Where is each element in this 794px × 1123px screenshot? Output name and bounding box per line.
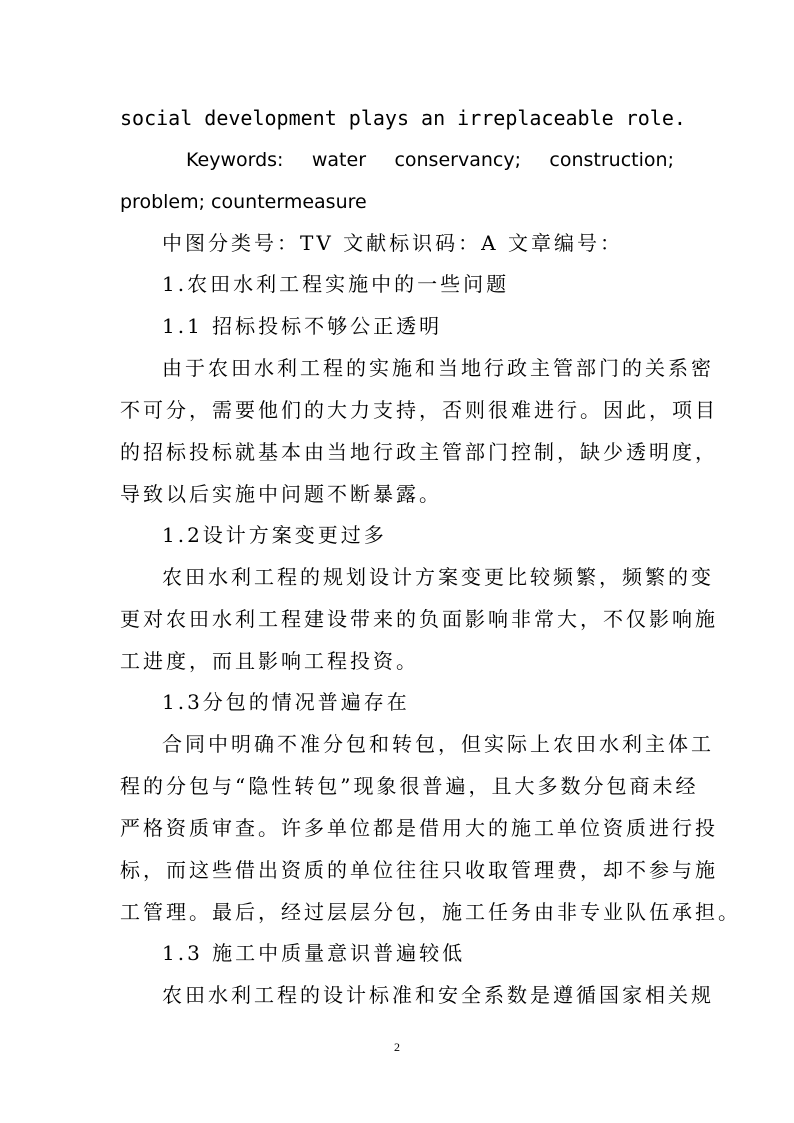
paragraph-line: 导致以后实施中问题不断暴露。 [120, 482, 442, 506]
paragraph-line: 农田水利工程的设计标准和安全系数是遵循国家相关规 [162, 983, 714, 1007]
paragraph-line: 由于农田水利工程的实施和当地行政主管部门的关系密 [162, 356, 714, 380]
paragraph-line: 不可分，需要他们的大力支持，否则很难进行。因此，项目 [120, 398, 718, 422]
section-heading: 1.农田水利工程实施中的一些问题 [162, 272, 510, 296]
classification-line: 中图分类号：TV 文献标识码：A 文章编号： [162, 231, 623, 255]
paragraph-line: 更对农田水利工程建设带来的负面影响非常大，不仅影响施 [120, 607, 718, 631]
paragraph-line: 农田水利工程的规划设计方案变更比较频繁，频繁的变 [162, 565, 714, 589]
keywords-continuation: problem; countermeasure [120, 191, 367, 213]
paragraph-line: 工进度，而且影响工程投资。 [120, 649, 419, 673]
paragraph-line: 标，而这些借出资质的单位往往只收取管理费，却不参与施 [120, 858, 718, 882]
keyword-item: construction; [549, 149, 674, 171]
keywords-line [186, 146, 674, 174]
keyword-item: water [311, 149, 367, 171]
subsection-heading: 1.3分包的情况普遍存在 [162, 690, 410, 714]
paragraph-line: 严格资质审查。许多单位都是借用大的施工单位资质进行投 [120, 816, 718, 840]
paragraph-line: 程的分包与“隐性转包”现象很普遍，且大多数分包商未经 [120, 774, 699, 798]
keywords-label: Keywords: [186, 149, 284, 171]
keyword-item: conservancy; [394, 149, 521, 171]
subsection-heading: 1.1 招标投标不够公正透明 [162, 314, 443, 338]
paragraph-line: 工管理。最后，经过层层分包，施工任务由非专业队伍承担。 [120, 900, 741, 924]
page-number: 2 [394, 1040, 400, 1054]
subsection-heading: 1.2设计方案变更过多 [162, 523, 387, 547]
subsection-heading: 1.3 施工中质量意识普遍较低 [162, 941, 466, 965]
paragraph-line: 合同中明确不准分包和转包，但实际上农田水利主体工 [162, 732, 714, 756]
paragraph-line: 的招标投标就基本由当地行政主管部门控制，缺少透明度， [120, 440, 718, 464]
abstract-last-line: social development plays an irreplaceable role. [120, 106, 686, 130]
